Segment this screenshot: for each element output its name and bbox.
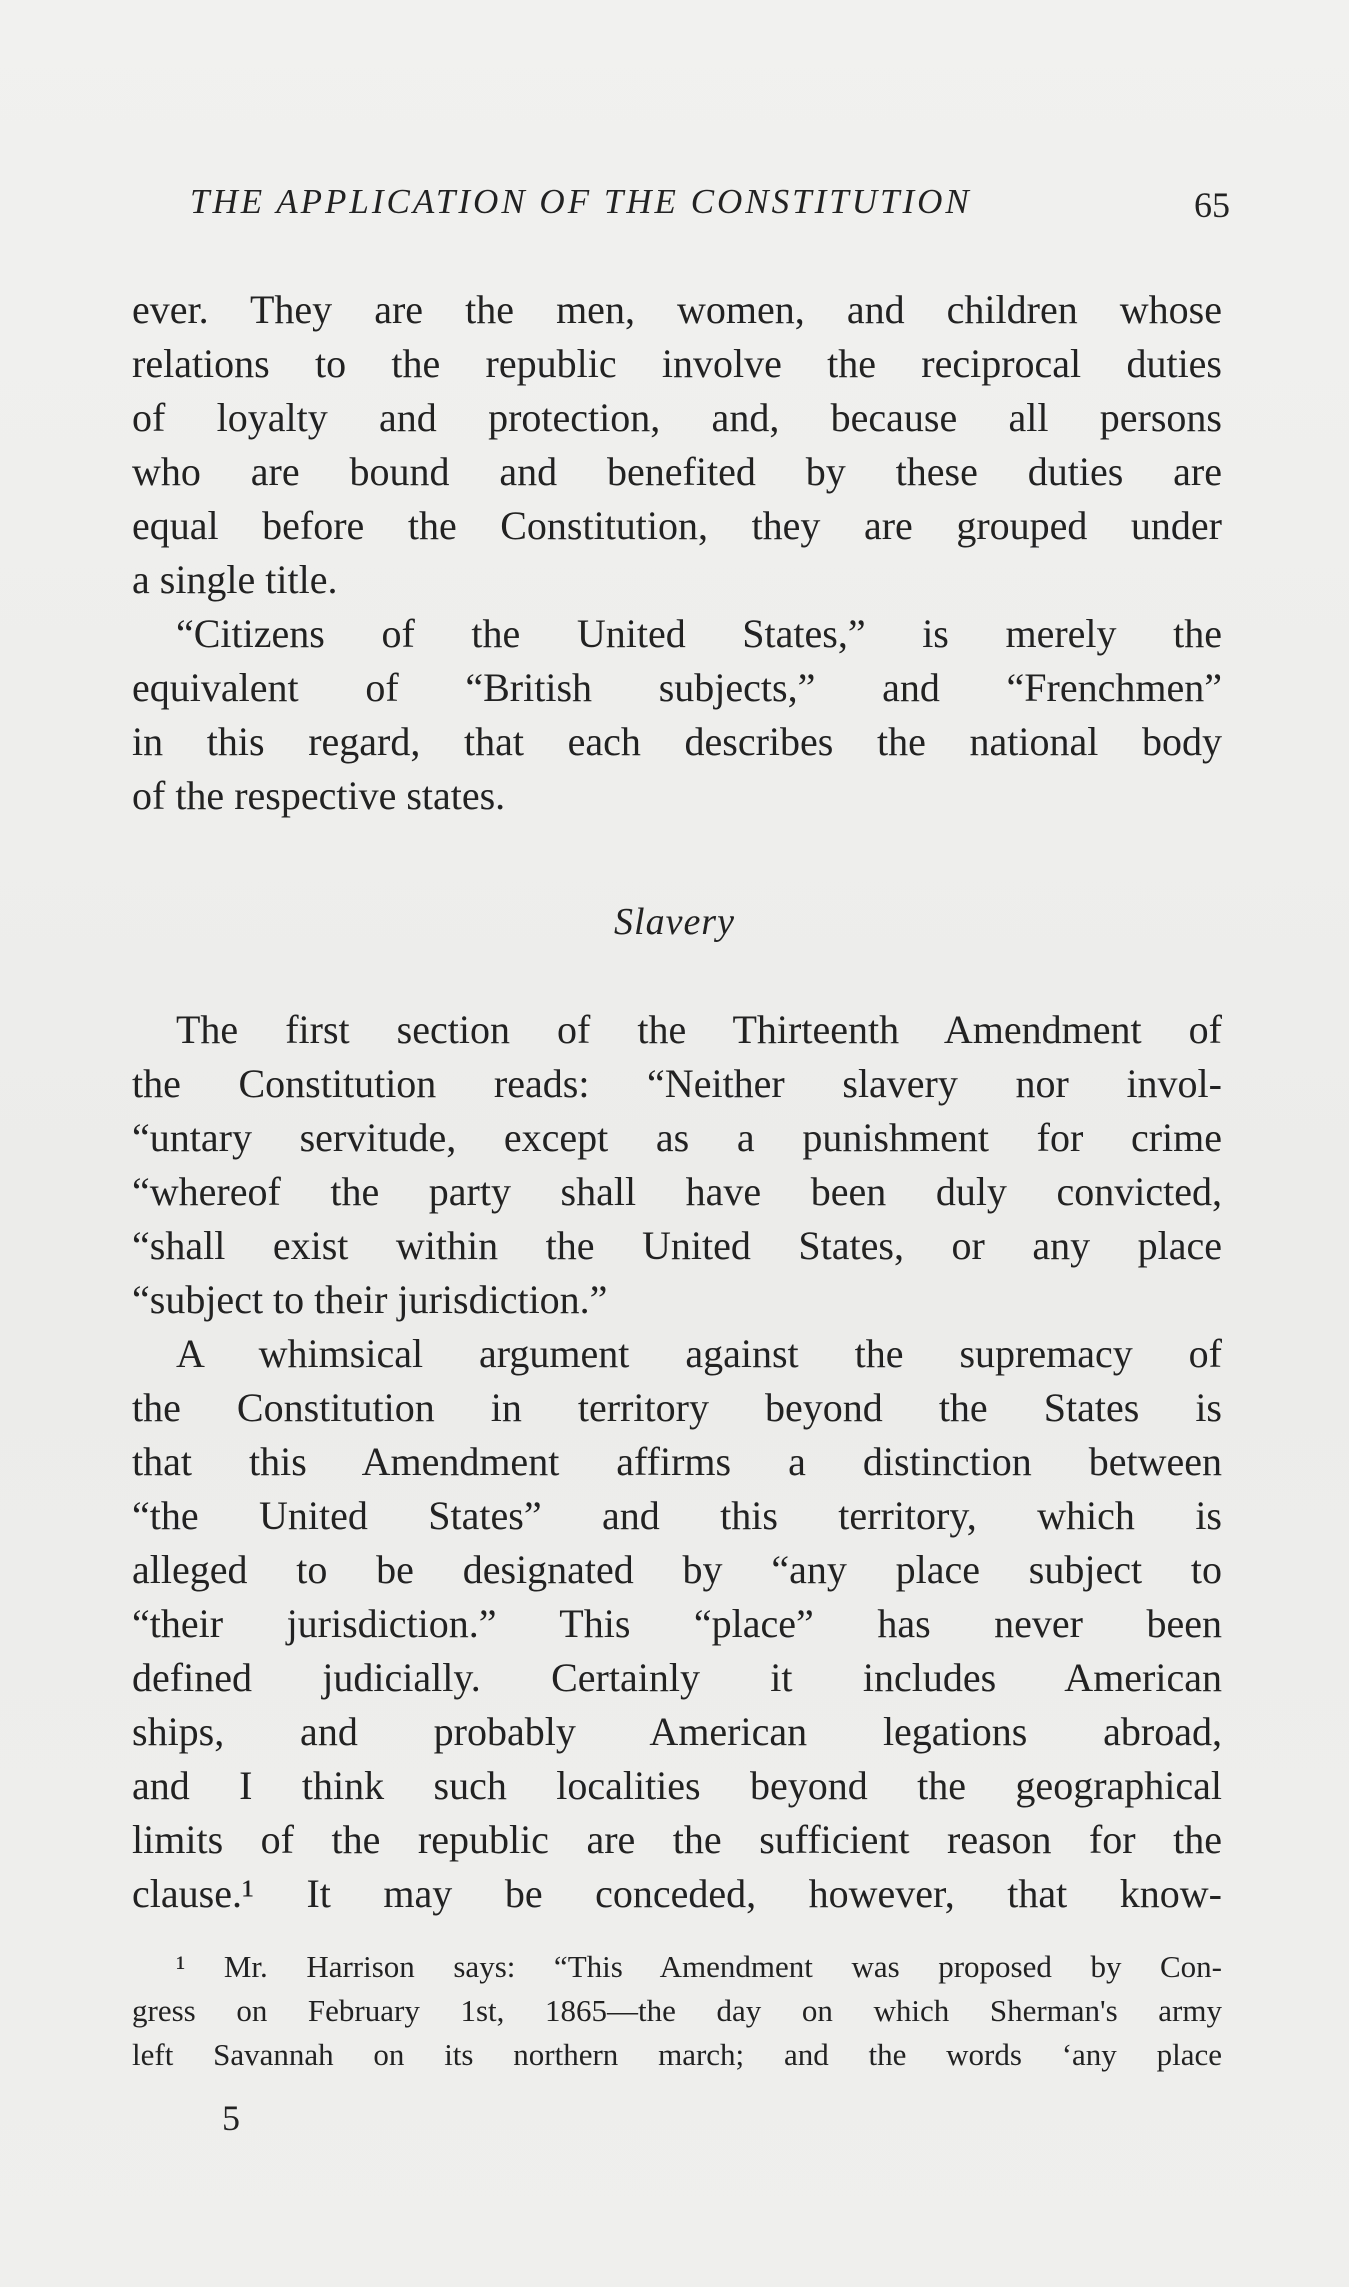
text-line: ships, and probably American legations abroad, bbox=[132, 1709, 1222, 1754]
text-line: ever. They are the men, women, and children whose bbox=[132, 287, 1222, 332]
body-text-bottom bbox=[132, 1003, 1222, 1921]
footnote bbox=[132, 1945, 1222, 2077]
text-line: that this Amendment affirms a distinction between bbox=[132, 1439, 1222, 1484]
footnote-line: left Savannah on its northern march; and the words ‘any place bbox=[132, 2037, 1222, 2072]
text-line: defined judicially. Certainly it includes American bbox=[132, 1655, 1222, 1700]
text-line: of the respective states. bbox=[132, 773, 506, 818]
paragraph-citizens bbox=[132, 607, 1222, 823]
text-line: the Constitution reads: “Neither slavery nor invol- bbox=[132, 1061, 1222, 1106]
paragraph-continuation bbox=[132, 283, 1222, 607]
signature-mark: 5 bbox=[222, 2098, 240, 2138]
page-number: 65 bbox=[1194, 185, 1230, 225]
footnote-line: gress on February 1st, 1865—the day on which Sherman's army bbox=[132, 1993, 1222, 2028]
text-line: “shall exist within the United States, or any place bbox=[132, 1223, 1222, 1268]
text-line: a single title. bbox=[132, 557, 338, 602]
footnote-line: ¹ Mr. Harrison says: “This Amendment was proposed by Con- bbox=[176, 1949, 1222, 1984]
text-line: who are bound and benefited by these duties are bbox=[132, 449, 1222, 494]
text-line: “the United States” and this territory, which is bbox=[132, 1493, 1222, 1538]
text-line: “whereof the party shall have been duly convicted, bbox=[132, 1169, 1222, 1214]
running-head bbox=[190, 182, 1230, 234]
text-line: A whimsical argument against the supremacy of bbox=[176, 1331, 1222, 1376]
text-line: The first section of the Thirteenth Amendment of bbox=[176, 1007, 1222, 1052]
text-line: the Constitution in territory beyond the States is bbox=[132, 1385, 1222, 1430]
running-head-title: THE APPLICATION OF THE CONSTITUTION bbox=[190, 182, 972, 221]
paragraph-amendment bbox=[132, 1003, 1222, 1327]
text-line: “subject to their jurisdiction.” bbox=[132, 1277, 608, 1322]
body-text-top bbox=[132, 283, 1222, 823]
text-line: relations to the republic involve the reciprocal duties bbox=[132, 341, 1222, 386]
text-line: alleged to be designated by “any place subject to bbox=[132, 1547, 1222, 1592]
text-line: in this regard, that each describes the national body bbox=[132, 719, 1222, 764]
text-line: limits of the republic are the sufficient reason for the bbox=[132, 1817, 1222, 1862]
paragraph-argument bbox=[132, 1327, 1222, 1921]
text-line: clause.¹ It may be conceded, however, that know- bbox=[132, 1871, 1222, 1916]
text-line: “untary servitude, except as a punishment for crime bbox=[132, 1115, 1222, 1160]
text-line: “their jurisdiction.” This “place” has never been bbox=[132, 1601, 1222, 1646]
text-line: “Citizens of the United States,” is merely the bbox=[176, 611, 1222, 656]
text-line: equal before the Constitution, they are grouped under bbox=[132, 503, 1222, 548]
text-line: equivalent of “British subjects,” and “Frenchmen” bbox=[132, 665, 1222, 710]
section-heading: Slavery bbox=[614, 901, 735, 943]
text-line: and I think such localities beyond the geographical bbox=[132, 1763, 1222, 1808]
text-line: of loyalty and protection, and, because all persons bbox=[132, 395, 1222, 440]
